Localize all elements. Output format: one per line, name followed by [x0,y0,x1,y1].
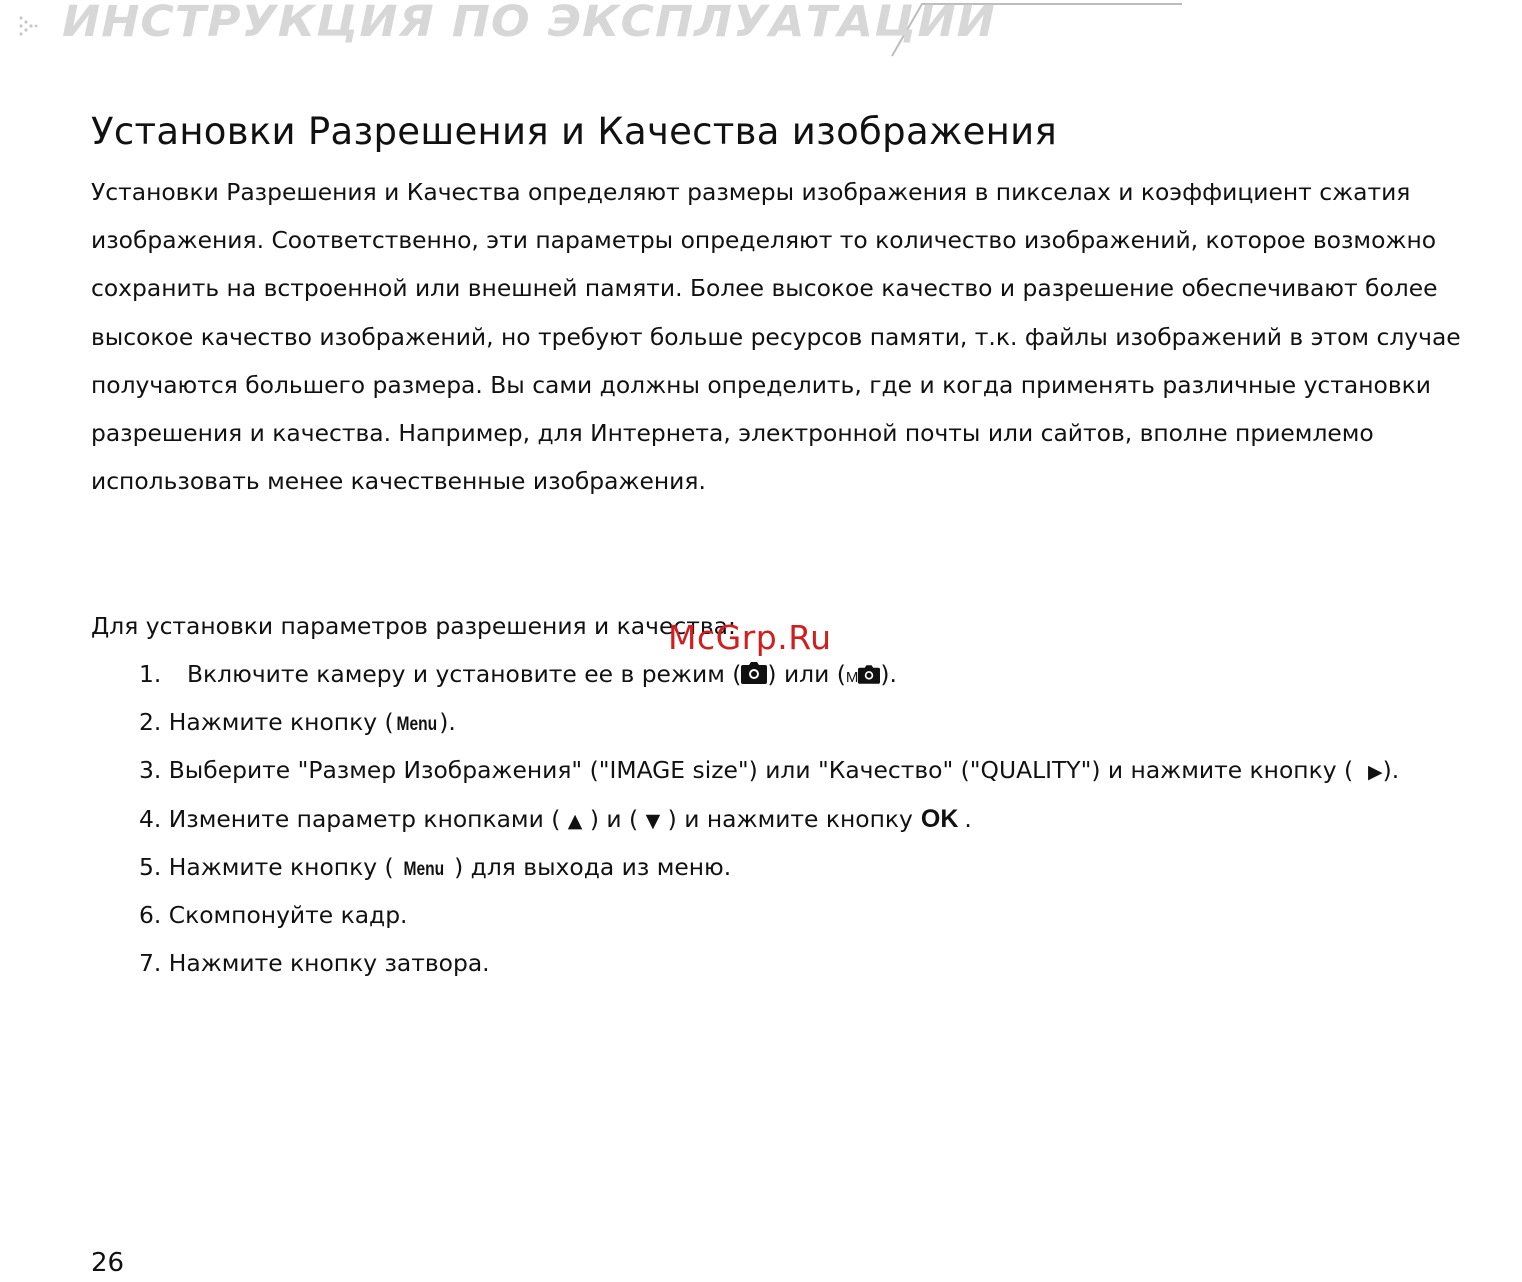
page-header [0,0,1200,60]
step-3 [139,746,1399,794]
paragraph-line: высокое качество изображений, но требуют больше ресурсов памяти, т.к. файлы изображений в этом случае [91,322,1461,351]
step-text: ) и ( [589,804,639,833]
paragraph-line: сохранить на встроенной или внешней памяти. Более высокое качество и разрешение обеспечивают более [91,274,1438,303]
step-number: 5. [139,852,162,881]
step-text: ) или ( [767,660,846,688]
step-text: Скомпонуйте кадр. [168,900,408,929]
down-arrow-icon: ▼ [645,809,661,832]
step-6 [139,891,1399,939]
step-text: ) и нажмите кнопку [667,804,913,833]
ok-button-label: OK [920,804,959,833]
step-text: ). [439,708,456,737]
step-text: Нажмите кнопку ( [168,708,394,737]
dots-arrow-icon [18,14,42,38]
step-4 [139,795,1399,843]
step-text: Выберите "Размер Изображения" ("IMAGE size") или "Качество" ("QUALITY") и нажмите кнопку ( [168,756,1354,785]
camera-icon [858,665,880,684]
step-number: 3. [139,756,162,785]
paragraph-line: изображения. Соответственно, эти параметры определяют то количество изображений, которое возможно [91,226,1437,255]
instructions-intro: Для установки параметров разрешения и качества: [91,612,736,640]
header-title: ИНСТРУКЦИЯ ПО ЭКСПЛУАТАЦИИ [62,0,996,47]
section-title: Установки Разрешения и Качества изображения [91,110,1058,153]
page-number: 26 [91,1248,125,1278]
step-number: 4. [139,804,162,833]
step-text: Включите камеру и установите ее в режим ( [187,660,742,688]
step-text: Нажмите кнопку затвора. [168,949,490,978]
watermark: McGrp.Ru [668,618,832,657]
step-text: Нажмите кнопку ( [168,852,394,881]
step-text: . [964,804,972,833]
step-text: ) для выхода из меню. [454,852,732,881]
paragraph-line: разрешения и качества. Например, для Интернета, электронной почты или сайтов, вполне приемлемо [91,419,1374,448]
paragraph-line: получаются большего размера. Вы сами должны определить, где и когда применять различные установки [91,370,1431,399]
up-arrow-icon: ▲ [567,809,583,832]
step-text: Измените параметр кнопками ( [168,804,561,833]
camera-icon [741,662,767,684]
paragraph-line: использовать менее качественные изображения. [91,467,706,496]
menu-button-label: Menu [403,858,445,880]
step-number: 1. [139,660,162,688]
step-number: 2. [139,708,162,737]
manual-mode-label: M [845,669,859,686]
step-1 [139,650,1399,698]
step-text: ). [1382,756,1400,785]
paragraph-line: Установки Разрешения и Качества определяют размеры изображения в пикселах и коэффициент сжатия [91,178,1411,206]
step-7 [139,939,1399,987]
step-2 [139,698,1399,746]
step-number: 7. [139,949,162,978]
step-number: 6. [139,900,162,929]
steps-list [139,650,1399,987]
step-5 [139,843,1399,891]
section-paragraph [91,168,1516,505]
step-text: ). [880,660,897,688]
right-arrow-icon: ▶ [1367,761,1383,784]
menu-button-label: Menu [396,714,437,736]
